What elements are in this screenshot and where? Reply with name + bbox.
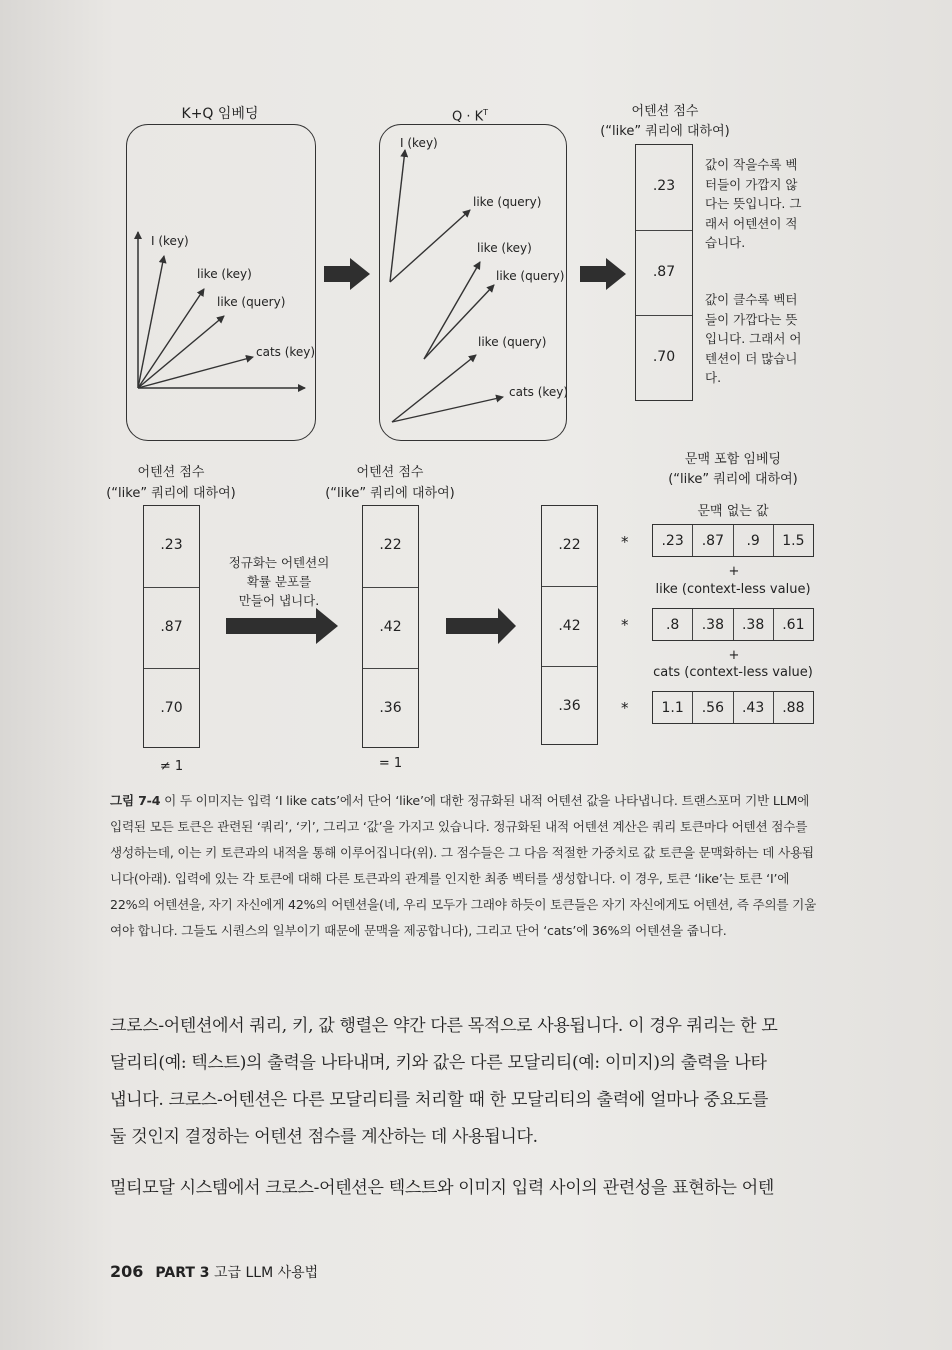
arrow-normalize	[226, 608, 338, 644]
label-like-query-2: like (query)	[473, 195, 542, 209]
raw-scores-subtitle: (“like” 쿼리에 대하여)	[106, 486, 236, 501]
label-like-query-4: like (query)	[478, 335, 547, 349]
norm-score-cell: .22	[379, 537, 402, 553]
note-small-values: 값이 작을수록 벡 터들이 가깝지 않 다는 뜻입니다. 그 래서 어텐션이 적 습니다.	[705, 157, 802, 250]
arrow-1	[324, 258, 370, 290]
row3-label: cats (context-less value)	[653, 665, 813, 680]
row2-label: like (context-less value)	[655, 582, 811, 597]
vector-cell: .61	[773, 609, 813, 640]
vector-cell: .43	[733, 692, 773, 723]
vector-cell: .9	[733, 525, 773, 556]
figure-caption	[110, 788, 820, 944]
norm-scores-title: 어텐션 점수	[356, 465, 424, 480]
part-label: PART 3	[155, 1265, 210, 1281]
arrow-2	[580, 258, 626, 290]
score-cell: .23	[652, 178, 676, 194]
raw-scores-title: 어텐션 점수	[137, 465, 205, 480]
scores-title: 어텐션 점수	[631, 104, 699, 119]
weight-cell: .22	[558, 537, 581, 553]
raw-score-cell: .87	[160, 619, 183, 635]
caption-text: 이 두 이미지는 입력 ‘I like cats’에서 단어 ‘like’에 대한 정규화된 내적 어텐션 값을 나타냅니다. 트랜스포머 기반 LLM에 입력된 모든 토큰은 관련된 ‘쿼리’, ‘키’, 그리고 ‘값’을 가지고 있습니다. 정규화된 내적 어텐션 계산은 쿼리 토큰마다 어텐션 점수를 생성하는데, 이는 키 토큰과의 내적을 통해 이루어집니다(위). 그 점수들은 그 다음 적절한 가중치로 값 토큰을 문맥화하는 데 사용됩니다(아래). 입력에 있는 각 토큰에 대해 다른 토큰과의 관계를 인지한 최종 벡터를 생성합니다. 이 경우, 토큰 ‘like’는 토큰 ‘I’에 22%의 어텐션을, 자기 자신에게 42%의 어텐션을(네, 우리 모두가 그래야 하듯이 토큰들은 자기 자신에게도 어텐션, 즉 주의를 기울여야 합니다. 그들도 시퀀스의 일부이기 때문에 문맥을 제공합니다), 그리고 단어 ‘cats’에 36%의 어텐션을 줍니다.	[110, 793, 817, 938]
label-cats-key: cats (key)	[256, 345, 316, 359]
vector-like-query	[138, 316, 224, 388]
part-title: 고급 LLM 사용법	[214, 1265, 319, 1281]
body-paragraph-2: 멀티모달 시스템에서 크로스-어텐션은 텍스트와 이미지 입력 사이의 관련성을 표현하는 어텐	[110, 1178, 775, 1198]
plus-sign: +	[728, 648, 740, 663]
context-title: 문맥 포함 임베딩	[684, 452, 782, 467]
vector-cell: .87	[692, 525, 732, 556]
vector-cell: .88	[773, 692, 813, 723]
value-vector-row	[652, 608, 814, 641]
raw-scores-column	[143, 505, 200, 748]
arrow-weights	[446, 608, 516, 644]
note-large-values: 값이 클수록 벡터 들이 가깝다는 뜻 입니다. 그래서 어 텐션이 더 많습니 다.	[705, 292, 802, 385]
value-vector-row	[652, 524, 814, 557]
weight-cell: .36	[558, 698, 581, 714]
raw-score-cell: .70	[160, 700, 183, 716]
vector-cell: .56	[692, 692, 732, 723]
vector-i-key-2	[390, 150, 405, 282]
weight-cell: .42	[558, 618, 581, 634]
norm-scores-column	[362, 505, 419, 748]
value-vector-row	[652, 691, 814, 724]
score-cell: .87	[652, 264, 676, 280]
score-cell: .70	[652, 349, 676, 365]
label-like-key: like (key)	[197, 267, 252, 281]
page-number: 206	[110, 1262, 144, 1281]
label-like-query-3: like (query)	[496, 269, 565, 283]
page-footer	[110, 1262, 318, 1282]
vector-cell: .8	[665, 616, 680, 633]
norm-sum-note: = 1	[378, 756, 403, 771]
norm-scores-subtitle: (“like” 쿼리에 대하여)	[325, 486, 455, 501]
label-cats-key-2: cats (key)	[509, 385, 569, 399]
norm-score-cell: .36	[379, 700, 402, 716]
vector-cell: .23	[661, 532, 684, 549]
vector-cell: .38	[733, 609, 773, 640]
multiply-sign: *	[621, 533, 629, 551]
plus-sign: +	[728, 564, 740, 579]
body-paragraph-1: 크로스-어텐션에서 쿼리, 키, 값 행렬은 약간 다른 목적으로 사용됩니다. 이 경우 쿼리는 한 모 달리티(예: 텍스트)의 출력을 나타내며, 키와 값은 다른 모달리티(예: 이미지)의 출력을 나타 냅니다. 크로스-어텐션은 다른 모달리티를 처리할 때 한 모달리티의 출력에 얼마나 중요도를 둘 것인지 결정하는 어텐션 점수를 계산하는 데 사용됩니다.	[110, 1016, 778, 1147]
vector-like-key-2	[424, 262, 480, 359]
vector-cell: 1.5	[773, 525, 813, 556]
weights-column	[541, 505, 598, 745]
raw-score-cell: .23	[160, 537, 183, 553]
multiply-sign: *	[621, 699, 629, 717]
label-i-key-2: I (key)	[400, 136, 438, 150]
label-like-query: like (query)	[217, 295, 286, 309]
normalize-note: 정규화는 어텐션의 확률 분포를 만들어 냅니다.	[228, 555, 330, 608]
row1-label: 문맥 없는 값	[697, 504, 769, 519]
caption-label: 그림 7-4	[110, 793, 161, 808]
vector-cell: .38	[692, 609, 732, 640]
scores-subtitle: (“like” 쿼리에 대하여)	[600, 124, 730, 139]
norm-score-cell: .42	[379, 619, 402, 635]
label-i-key: I (key)	[151, 234, 189, 248]
panel2-title: $Q \cdot K^T$	[452, 108, 489, 125]
scores-column	[635, 144, 693, 401]
context-subtitle: (“like” 쿼리에 대하여)	[668, 472, 798, 487]
multiply-sign: *	[621, 616, 629, 634]
panel1-title: K+Q 임베딩	[181, 106, 259, 122]
label-like-key-2: like (key)	[477, 241, 532, 255]
vector-cell: 1.1	[661, 699, 684, 716]
vector-like-query-2	[390, 210, 470, 282]
raw-sum-note: ≠ 1	[159, 759, 184, 774]
